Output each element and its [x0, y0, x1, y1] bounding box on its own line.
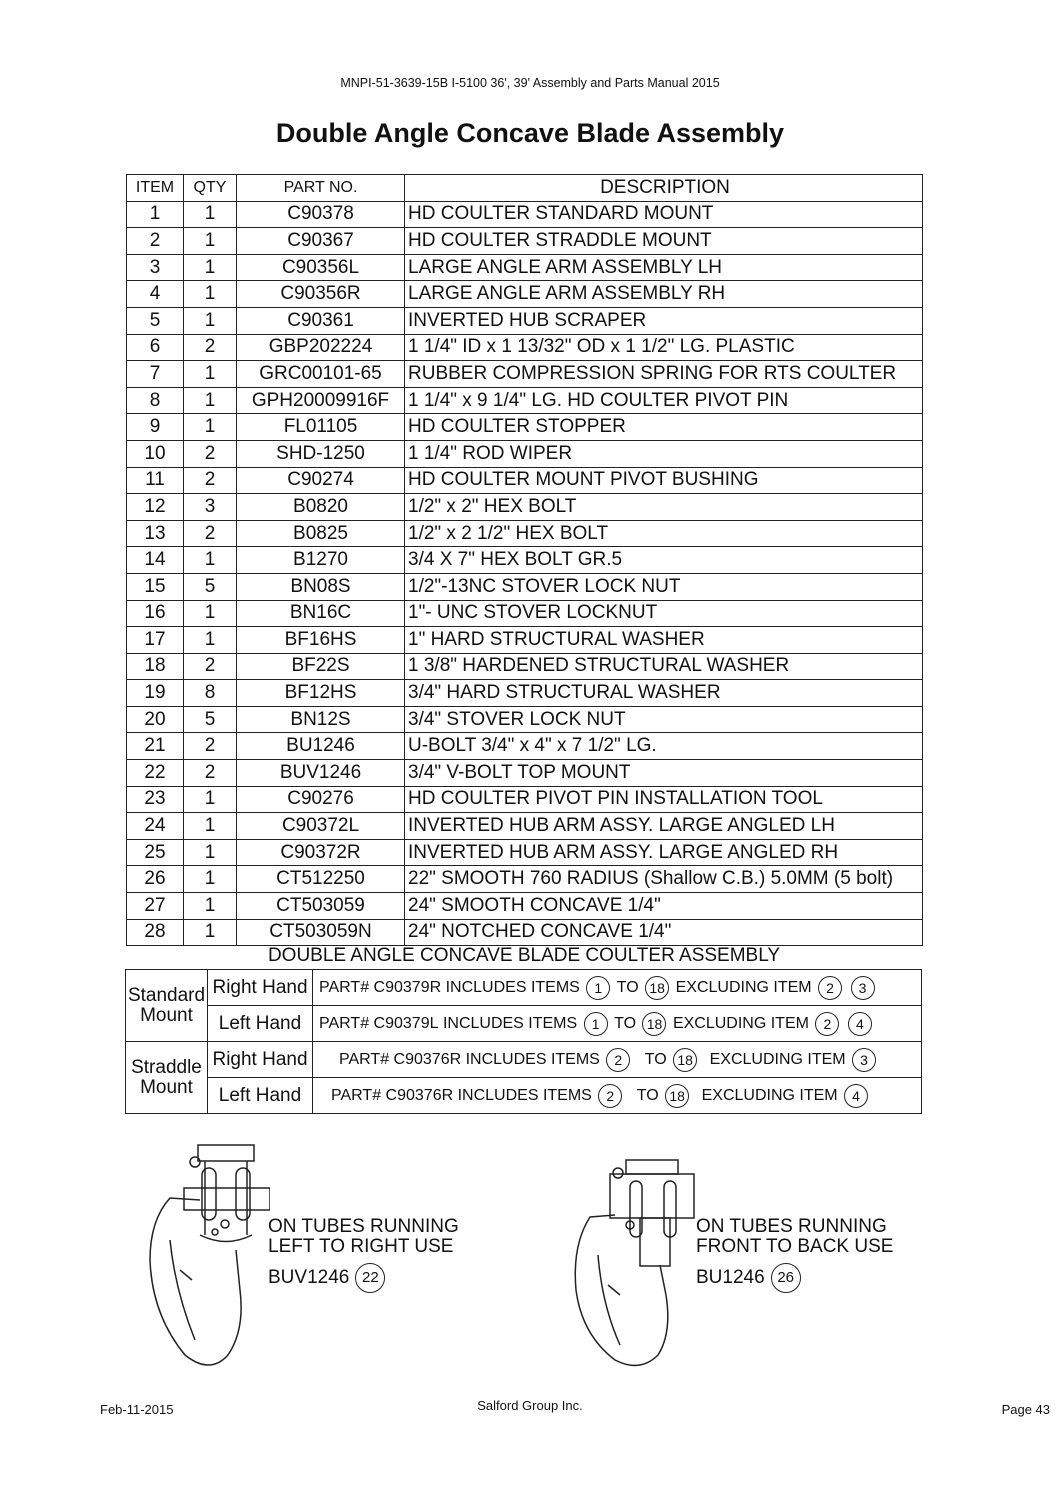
item-description: HD COULTER STANDARD MOUNT [405, 201, 923, 228]
table-row [127, 547, 923, 574]
part-number: BN12S [237, 706, 405, 733]
standard-mount-label: Standard Mount [126, 970, 208, 1042]
item-qty: 1 [184, 839, 237, 866]
table-row [127, 573, 923, 600]
item-description: INVERTED HUB SCRAPER [405, 307, 923, 334]
table-row [127, 254, 923, 281]
table-row [127, 680, 923, 707]
item-number: 24 [127, 813, 184, 840]
page-title: Double Angle Concave Blade Assembly [275, 118, 785, 148]
kit-part-number: PART# C90376R [339, 1050, 462, 1068]
item-description: 3/4 X 7" HEX BOLT GR.5 [405, 547, 923, 574]
item-callout: 3 [851, 976, 875, 1000]
item-description: 1/2" x 2" HEX BOLT [405, 494, 923, 521]
part-number: B1270 [237, 547, 405, 574]
item-description: INVERTED HUB ARM ASSY. LARGE ANGLED RH [405, 839, 923, 866]
item-description: 22" SMOOTH 760 RADIUS (Shallow C.B.) 5.0MM (5 bolt) [405, 866, 923, 893]
item-description: 3/4" V-BOLT TOP MOUNT [405, 760, 923, 787]
item-number: 22 [127, 760, 184, 787]
item-qty: 1 [184, 893, 237, 920]
table-row [127, 520, 923, 547]
item-qty: 2 [184, 334, 237, 361]
item-callout: 22 [355, 1263, 385, 1293]
item-callout: 2 [818, 976, 842, 1000]
item-callout: 2 [598, 1084, 622, 1108]
item-callout: 1 [586, 976, 610, 1000]
straddle-mount-label: Straddle Mount [126, 1042, 208, 1114]
kit-to-label: TO [616, 978, 639, 996]
item-qty: 1 [184, 786, 237, 813]
item-number: 4 [127, 281, 184, 308]
kit-includes-label: INCLUDES ITEMS [457, 1086, 592, 1104]
table-row [127, 387, 923, 414]
item-callout: 26 [771, 1263, 801, 1293]
kit-description [313, 970, 922, 1006]
item-number: 5 [127, 307, 184, 334]
item-qty: 1 [184, 281, 237, 308]
part-number: C90361 [237, 307, 405, 334]
item-callout: 18 [642, 1012, 666, 1036]
item-description: 1/2" x 2 1/2" HEX BOLT [405, 520, 923, 547]
item-number: 1 [127, 201, 184, 228]
document-header: MNPI-51-3639-15B I-5100 36', 39' Assembly and Parts Manual 2015 [340, 76, 720, 90]
part-number: BF16HS [237, 627, 405, 654]
column-header-part-no: PART NO. [237, 175, 405, 202]
part-number: CT503059 [237, 893, 405, 920]
part-number: GRC00101-65 [237, 361, 405, 388]
item-callout: 2 [815, 1012, 839, 1036]
coulter-front-to-back-illustration [570, 1155, 700, 1370]
part-number: C90378 [237, 201, 405, 228]
coulter-left-to-right-illustration [140, 1140, 270, 1370]
item-qty: 2 [184, 733, 237, 760]
table-row [127, 600, 923, 627]
item-qty: 1 [184, 361, 237, 388]
item-number: 28 [127, 919, 184, 946]
table-row [127, 228, 923, 255]
item-number: 7 [127, 361, 184, 388]
item-qty: 1 [184, 201, 237, 228]
item-qty: 1 [184, 627, 237, 654]
kit-row-straddle-left [126, 1078, 922, 1114]
item-qty: 1 [184, 813, 237, 840]
item-description: 1 1/4" ROD WIPER [405, 440, 923, 467]
table-row [127, 653, 923, 680]
part-number: B0820 [237, 494, 405, 521]
item-callout: 4 [844, 1084, 868, 1108]
table-row [127, 760, 923, 787]
kit-excluding-label: EXCLUDING ITEM [709, 1050, 846, 1068]
part-number: FL01105 [237, 414, 405, 441]
table-row [127, 494, 923, 521]
item-number: 19 [127, 680, 184, 707]
item-qty: 3 [184, 494, 237, 521]
item-qty: 8 [184, 680, 237, 707]
item-qty: 2 [184, 653, 237, 680]
kit-includes-label: INCLUDES ITEMS [442, 1014, 578, 1032]
item-description: 1 1/4" ID x 1 13/32" OD x 1 1/2" LG. PLASTIC [405, 334, 923, 361]
part-number: B0825 [237, 520, 405, 547]
assembly-caption: DOUBLE ANGLE CONCAVE BLADE COULTER ASSEMBLY [267, 945, 781, 966]
item-description: 3/4" STOVER LOCK NUT [405, 706, 923, 733]
right-hand-label: Right Hand [208, 970, 313, 1006]
item-qty: 1 [184, 228, 237, 255]
footer-page-number: Page 43 [1001, 1402, 1050, 1417]
kit-part-number: PART# C90379L [319, 1014, 439, 1032]
item-number: 23 [127, 786, 184, 813]
left-note-part: BUV1246 [268, 1267, 350, 1288]
kit-row-straddle-right [126, 1042, 922, 1078]
column-header-description: DESCRIPTION [405, 175, 923, 202]
item-number: 15 [127, 573, 184, 600]
right-note-line2: FRONT TO BACK USE [696, 1236, 894, 1257]
item-description: HD COULTER STOPPER [405, 414, 923, 441]
item-callout: 3 [852, 1048, 876, 1072]
item-qty: 1 [184, 414, 237, 441]
kit-to-label: TO [636, 1086, 659, 1104]
kit-excluding-label: EXCLUDING ITEM [701, 1086, 838, 1104]
part-number: C90276 [237, 786, 405, 813]
item-description: 24" SMOOTH CONCAVE 1/4" [405, 893, 923, 920]
item-description: RUBBER COMPRESSION SPRING FOR RTS COULTER [405, 361, 923, 388]
item-qty: 1 [184, 547, 237, 574]
table-row [127, 919, 923, 946]
item-qty: 5 [184, 706, 237, 733]
part-number: C90356R [237, 281, 405, 308]
table-row [127, 813, 923, 840]
part-number: SHD-1250 [237, 440, 405, 467]
item-number: 9 [127, 414, 184, 441]
item-qty: 2 [184, 520, 237, 547]
item-description: 24" NOTCHED CONCAVE 1/4" [405, 919, 923, 946]
item-number: 25 [127, 839, 184, 866]
right-note-line1: ON TUBES RUNNING [696, 1216, 887, 1237]
right-note-part: BU1246 [696, 1267, 765, 1288]
parts-table-body [127, 201, 923, 946]
right-hand-label: Right Hand [208, 1042, 313, 1078]
right-note [696, 1217, 893, 1293]
item-number: 6 [127, 334, 184, 361]
kit-part-number: PART# C90379R [319, 978, 442, 996]
kit-to-label: TO [644, 1050, 667, 1068]
kit-includes-label: INCLUDES ITEMS [445, 978, 580, 996]
table-row [127, 361, 923, 388]
kit-row-standard-left [126, 1006, 922, 1042]
footer-company: Salford Group Inc. [477, 1398, 583, 1413]
item-number: 18 [127, 653, 184, 680]
item-number: 21 [127, 733, 184, 760]
left-hand-label: Left Hand [208, 1078, 313, 1114]
kit-part-number: PART# C90376R [331, 1086, 454, 1104]
item-callout: 2 [606, 1048, 630, 1072]
part-number: CT503059N [237, 919, 405, 946]
table-header-row [127, 175, 923, 202]
part-number: BN16C [237, 600, 405, 627]
left-note [268, 1217, 459, 1293]
kit-excluding-label: EXCLUDING ITEM [672, 1014, 809, 1032]
table-row [127, 866, 923, 893]
item-number: 10 [127, 440, 184, 467]
item-description: HD COULTER PIVOT PIN INSTALLATION TOOL [405, 786, 923, 813]
table-row [127, 627, 923, 654]
part-number: BF12HS [237, 680, 405, 707]
item-description: 1/2"-13NC STOVER LOCK NUT [405, 573, 923, 600]
item-qty: 1 [184, 254, 237, 281]
item-number: 13 [127, 520, 184, 547]
item-description: HD COULTER STRADDLE MOUNT [405, 228, 923, 255]
item-description: 1"- UNC STOVER LOCKNUT [405, 600, 923, 627]
part-number: C90274 [237, 467, 405, 494]
left-hand-label: Left Hand [208, 1006, 313, 1042]
part-number: BUV1246 [237, 760, 405, 787]
item-description: 1 1/4" x 9 1/4" LG. HD COULTER PIVOT PIN [405, 387, 923, 414]
item-qty: 2 [184, 440, 237, 467]
item-number: 17 [127, 627, 184, 654]
item-qty: 5 [184, 573, 237, 600]
item-description: 3/4" HARD STRUCTURAL WASHER [405, 680, 923, 707]
item-qty: 1 [184, 600, 237, 627]
part-number: BF22S [237, 653, 405, 680]
item-qty: 2 [184, 760, 237, 787]
kit-description [313, 1078, 922, 1114]
item-number: 2 [127, 228, 184, 255]
table-row [127, 307, 923, 334]
item-description: 1" HARD STRUCTURAL WASHER [405, 627, 923, 654]
part-number: CT512250 [237, 866, 405, 893]
item-description: INVERTED HUB ARM ASSY. LARGE ANGLED LH [405, 813, 923, 840]
item-qty: 1 [184, 307, 237, 334]
item-number: 3 [127, 254, 184, 281]
part-number: C90356L [237, 254, 405, 281]
item-description: U-BOLT 3/4" x 4" x 7 1/2" LG. [405, 733, 923, 760]
table-row [127, 201, 923, 228]
item-callout: 18 [673, 1048, 697, 1072]
kit-includes-label: INCLUDES ITEMS [465, 1050, 600, 1068]
item-callout: 1 [584, 1012, 608, 1036]
left-note-line2: LEFT TO RIGHT USE [268, 1236, 454, 1257]
part-number: C90372L [237, 813, 405, 840]
item-qty: 2 [184, 467, 237, 494]
table-row [127, 467, 923, 494]
item-number: 16 [127, 600, 184, 627]
left-note-line1: ON TUBES RUNNING [268, 1216, 459, 1237]
table-row [127, 334, 923, 361]
table-row [127, 281, 923, 308]
part-number: C90367 [237, 228, 405, 255]
kit-excluding-label: EXCLUDING ITEM [675, 978, 812, 996]
kit-row-standard-right [126, 970, 922, 1006]
table-row [127, 733, 923, 760]
item-number: 20 [127, 706, 184, 733]
column-header-item: ITEM [127, 175, 184, 202]
item-number: 8 [127, 387, 184, 414]
item-description: LARGE ANGLE ARM ASSEMBLY LH [405, 254, 923, 281]
parts-table [126, 174, 923, 946]
item-number: 12 [127, 494, 184, 521]
table-row [127, 440, 923, 467]
kit-table [125, 969, 922, 1114]
part-number: BU1246 [237, 733, 405, 760]
item-qty: 1 [184, 919, 237, 946]
item-description: 1 3/8" HARDENED STRUCTURAL WASHER [405, 653, 923, 680]
item-callout: 18 [645, 976, 669, 1000]
item-qty: 1 [184, 387, 237, 414]
table-row [127, 706, 923, 733]
table-row [127, 786, 923, 813]
table-row [127, 414, 923, 441]
part-number: GPH20009916F [237, 387, 405, 414]
table-row [127, 839, 923, 866]
kit-description [313, 1042, 922, 1078]
item-description: HD COULTER MOUNT PIVOT BUSHING [405, 467, 923, 494]
footer-date: Feb-11-2015 [100, 1402, 174, 1417]
item-callout: 18 [665, 1084, 689, 1108]
item-callout: 4 [848, 1012, 872, 1036]
item-description: LARGE ANGLE ARM ASSEMBLY RH [405, 281, 923, 308]
item-qty: 1 [184, 866, 237, 893]
item-number: 27 [127, 893, 184, 920]
item-number: 26 [127, 866, 184, 893]
item-number: 14 [127, 547, 184, 574]
kit-to-label: TO [614, 1014, 637, 1032]
part-number: C90372R [237, 839, 405, 866]
part-number: GBP202224 [237, 334, 405, 361]
item-number: 11 [127, 467, 184, 494]
kit-description [313, 1006, 922, 1042]
table-row [127, 893, 923, 920]
column-header-qty: QTY [184, 175, 237, 202]
part-number: BN08S [237, 573, 405, 600]
